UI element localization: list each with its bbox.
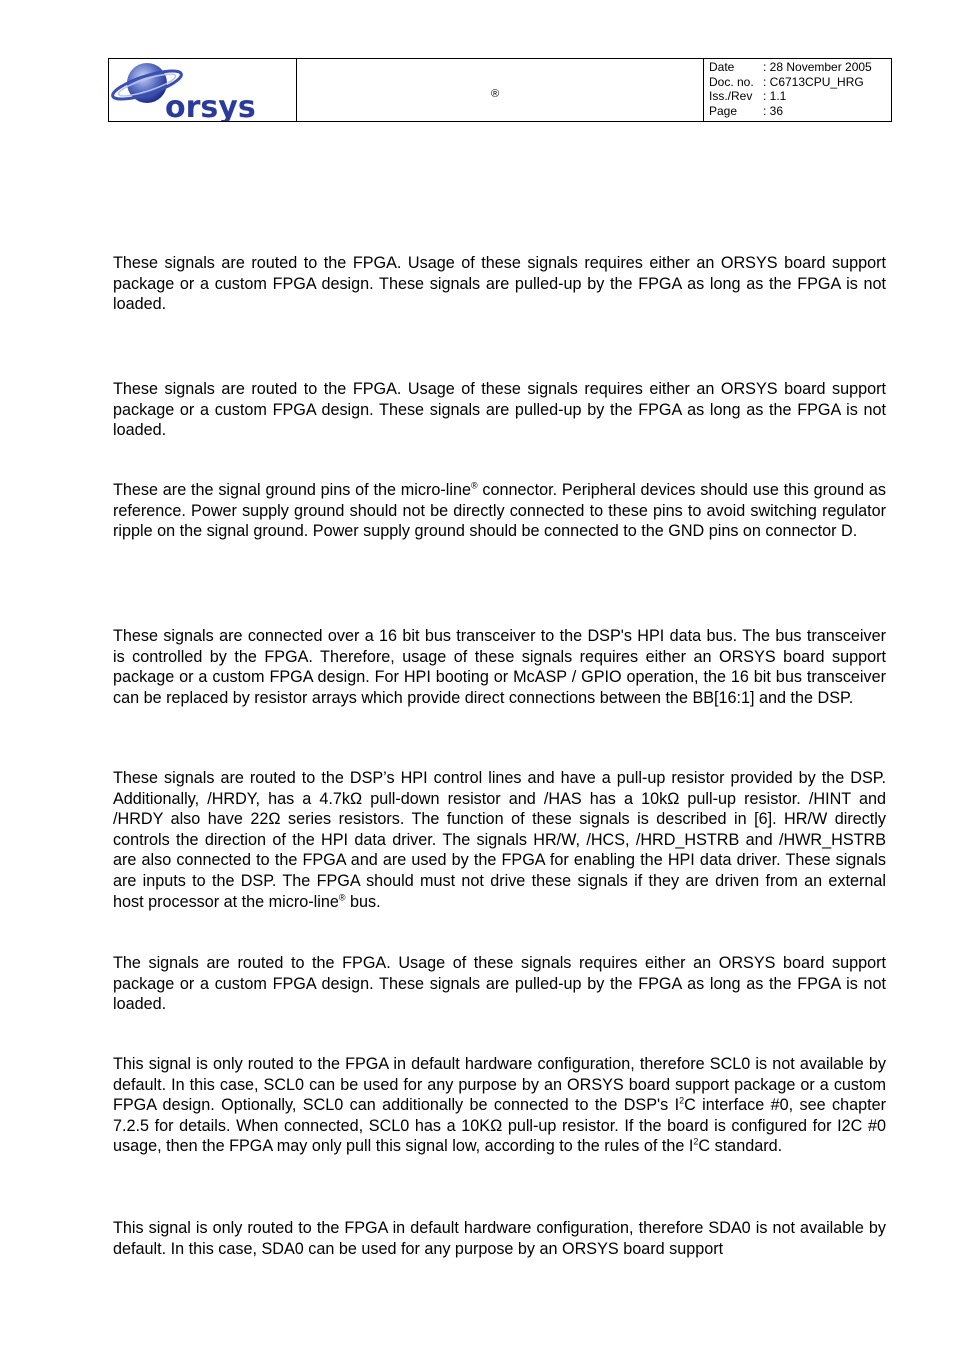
paragraph-fpga-signals-3: The signals are routed to the FPGA. Usage of these signals requires either an ORSYS board support package or a custom FPGA design. These signals are pulled-up by the FPGA as long as the FPGA is not loaded.: [113, 954, 886, 1014]
document-meta: [704, 59, 891, 121]
header-title-cell: [297, 59, 704, 121]
orsys-logo: [109, 59, 296, 121]
paragraph-fpga-signals-1: These signals are routed to the FPGA. Usage of these signals requires either an ORSYS board support package or a custom FPGA design. These signals are pulled-up by the FPGA as long as the FPGA is not loaded.: [113, 254, 886, 314]
paragraph-scl0: This signal is only routed to the FPGA in default hardware configuration, therefore SCL0 is not available by default. In this case, SCL0 can be used for any purpose by an ORSYS board support package or a custom FPGA design. Optionally, SCL0 can additionally be connected to the DSP's $I^2C$ interface #0, see chapter 7.2.5 for details. When connected, SCL0 has a 10KΩ pull-up resistor. If the board is configured for I2C #0 usage, then the FPGA may only pull this signal low, according to the rules of the $I^2C$ standard.: [113, 1055, 886, 1156]
meta-page: Page : 36: [709, 103, 784, 118]
logo-wordmark: orsys: [165, 90, 256, 121]
meta-date: Date : 28 November 2005: [709, 60, 872, 74]
meta-doc-no: Doc. no. : C6713CPU_HRG: [709, 74, 864, 89]
paragraph-fpga-signals-2: These signals are routed to the FPGA. Usage of these signals requires either an ORSYS board support package or a custom FPGA design. These signals are pulled-up by the FPGA as long as the FPGA is not loaded.: [113, 380, 886, 440]
paragraph-hpi-data-bus: These signals are connected over a 16 bit bus transceiver to the DSP's HPI data bus. The bus transceiver is controlled by the FPGA. Therefore, usage of these signals requires either an ORSYS board support package or a custom FPGA design. For HPI booting or McASP / GPIO operation, the 16 bit bus transceiver can be replaced by resistor arrays which provide direct connections between the BB[16:1] and the DSP.: [113, 627, 886, 707]
page-header: [108, 58, 892, 122]
meta-issue-rev: Iss./Rev : 1.1: [709, 89, 787, 103]
paragraph-sda0: This signal is only routed to the FPGA in default hardware configuration, therefore SDA0 is not available by default. In this case, SDA0 can be used for any purpose by an ORSYS board support: [113, 1219, 886, 1258]
paragraph-hpi-control-lines: These signals are routed to the DSP’s HPI control lines and have a pull-up resistor provided by the DSP. Additionally, /HRDY, has a 4.7kΩ pull-down resistor and /HAS has a 10kΩ pull-up resistor. /HINT and /HRDY also have 22Ω series resistors. The function of these signals is described in [6]. HR/W directly controls the direction of the HPI data driver. The signals HR/W, /HCS, /HRD_HSTRB and /HWR_HSTRB are also connected to the FPGA and are used by the FPGA for enabling the HPI data driver. These signals are inputs to the DSP. The FPGA should must not drive these signals if they are driven from an external host processor at the micro-line® bus.: [113, 769, 886, 911]
registered-mark: ®: [491, 88, 500, 100]
logo-cell: [109, 59, 297, 121]
paragraph-signal-ground: These are the signal ground pins of the micro-line® connector. Peripheral devices should use this ground as reference. Power supply ground should not be directly connected to these pins to avoid switching regulator ripple on the signal ground. Power supply ground should be connected to the GND pins on connector D.: [113, 480, 886, 541]
